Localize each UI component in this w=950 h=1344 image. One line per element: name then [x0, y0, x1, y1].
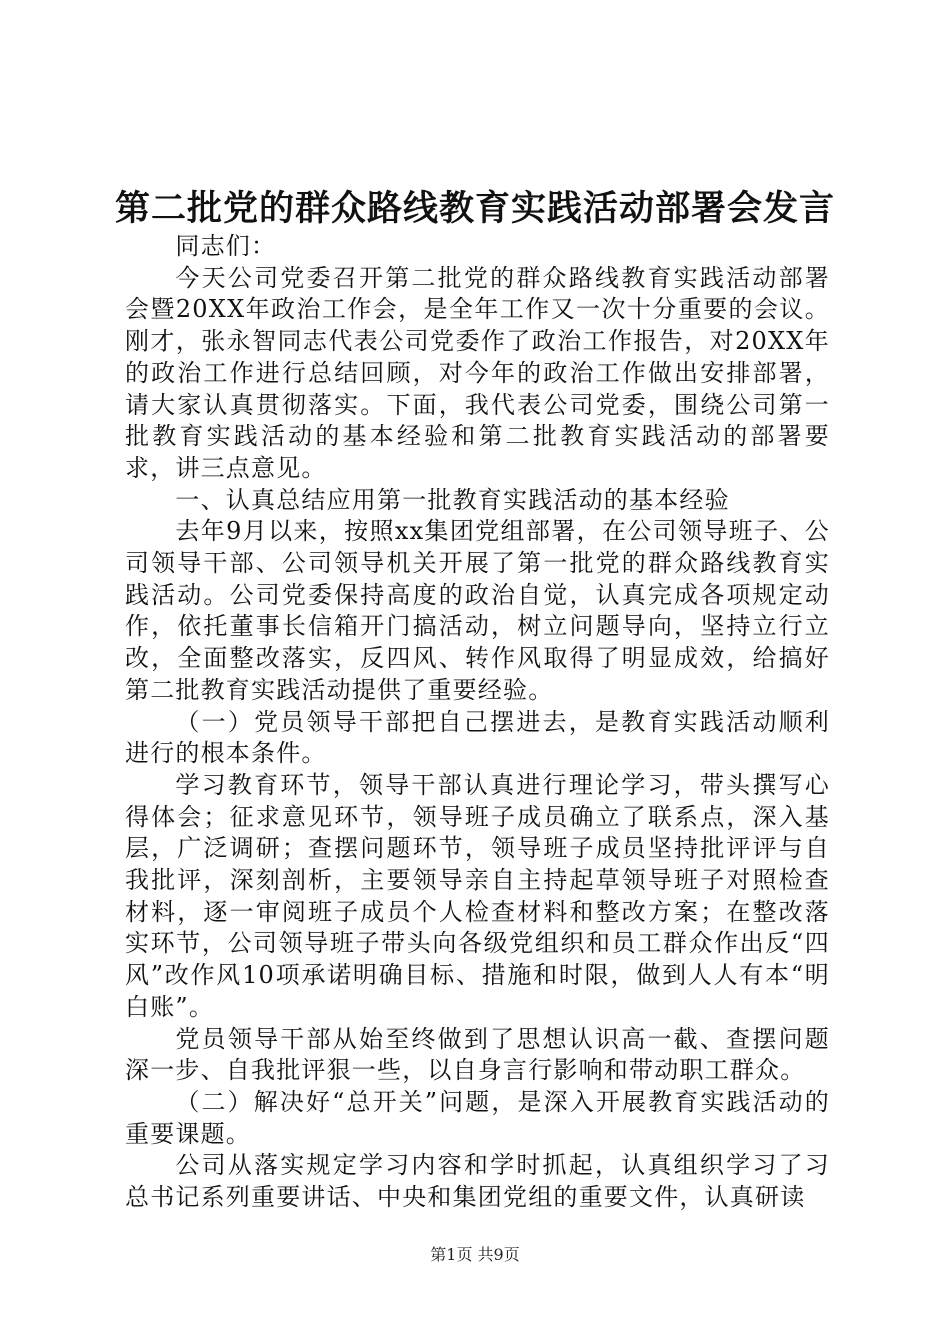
paragraph-first-batch-review: 去年9月以来，按照xx集团党组部署，在公司领导班子、公司领导干部、公司领导机关开展了第一批党的群众路线教育实践活动。公司党委保持高度的政治自觉，认真完成各项规定动作，依托董事长信箱开门搞活动，树立问题导向，坚持立行立改，全面整改落实，反四风、转作风取得了明显成效，给搞好第二批教育实践活动提供了重要经验。 [125, 517, 830, 704]
paragraph-study: 公司从落实规定学习内容和学时抓起，认真组织学习了习总书记系列重要讲话、中央和集团党组的重要文件，认真研读 [125, 1151, 830, 1212]
paragraph-leaders-example: 党员领导干部从始至终做到了思想认识高一截、查摆问题深一步、自我批评狠一些，以自身言行影响和带动职工群众。 [125, 1024, 830, 1085]
paragraph-stages: 学习教育环节，领导干部认真进行理论学习，带头撰写心得体会；征求意见环节，领导班子成员确立了联系点，深入基层，广泛调研；查摆问题环节，领导班子成员坚持批评评与自我批评，深刻剖析，主要领导亲自主持起草领导班子对照检查材料，逐一审阅班子成员个人检查材料和整改方案；在整改落实环节，公司领导班子带头向各级党组织和员工群众作出反“四风”改作风10项承诺明确目标、措施和时限，做到人人有本“明白账”。 [125, 770, 830, 1021]
section-heading-1: 一、认真总结应用第一批教育实践活动的基本经验 [175, 485, 730, 514]
page-number: 第1页 共9页 [430, 1245, 520, 1264]
paragraph-intro: 今天公司党委召开第二批党的群众路线教育实践活动部署会暨20XX年政治工作会，是全年工作又一次十分重要的会议。刚才，张永智同志代表公司党委作了政治工作报告，对20XX年的政治工作进行总结回顾，对今年的政治工作做出安排部署，请大家认真贯彻落实。下面，我代表公司党委，围绕公司第一批教育实践活动的基本经验和第二批教育实践活动的部署要求，讲三点意见。 [125, 263, 830, 482]
subsection-heading-1: （一）党员领导干部把自己摆进去，是教育实践活动顺利进行的根本条件。 [125, 707, 830, 768]
subsection-heading-2: （二）解决好“总开关”问题，是深入开展教育实践活动的重要课题。 [125, 1087, 830, 1148]
document-title: 第二批党的群众路线教育实践活动部署会发言 [114, 189, 835, 229]
paragraph-salutation: 同志们： [175, 232, 277, 260]
document-body [125, 231, 830, 1214]
